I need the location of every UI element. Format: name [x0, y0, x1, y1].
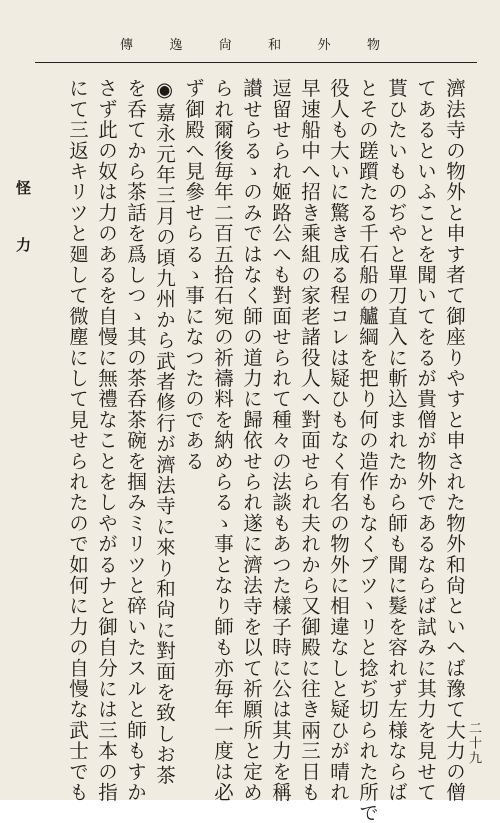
- text-column: ず御殿へ見參せらるゝ事になつたのである: [182, 78, 205, 472]
- running-head-char: 外: [317, 38, 331, 53]
- text-column: にて三返キリツと廻して微塵にして見せられたので如何に力の自慢な武士でも: [66, 78, 89, 803]
- running-head-char: 傳: [120, 38, 134, 53]
- text-column: とその蹉躓たる千石船の艫綱を把り何の造作もなくブツヽリと捻ぢ切られた所で: [356, 78, 379, 823]
- running-head-char: 尙: [218, 38, 232, 53]
- text-column: さず此の奴は力のあるを自慢に無禮なことをしやがるナと御自分には三本の指: [95, 78, 118, 803]
- text-column: を呑てから茶話を爲しつゝ其の茶呑茶碗を掴みミリツと碎いたスルと師もすか: [124, 78, 147, 803]
- running-head: [120, 34, 380, 53]
- text-column: 嘉永元年三月の頃九州から武者修行が濟法寺に來り和尙に對面を致しお茶: [153, 102, 176, 786]
- text-column: 讃せらるゝのみではなく師の道力に歸依せられ遂に濟法寺を以て祈願所と定め: [240, 78, 263, 803]
- text-column: 貰ひたいものぢやと單刀直入に斬込まれたから師も聞に髮を容れず左様ならば: [385, 78, 408, 803]
- section-title: 怪力: [14, 180, 32, 294]
- header-rule: [35, 62, 477, 63]
- text-column: 役人も大いに驚き成る程コレは疑ひもなく有名の物外に相違なしと疑ひが晴れ: [327, 78, 350, 803]
- page-number: 二十九: [466, 721, 481, 766]
- section-mark: ◉: [153, 78, 176, 103]
- text-column: 濟法寺の物外と申す者て御座りやすと申された物外和尙といへば豫て大力の僧: [443, 78, 466, 803]
- text-column: てあるといふことを聞いてをるが貴僧が物外であるならば試みに其力を見せて: [414, 78, 437, 803]
- text-column: られ爾後毎年二百五拾石宛の祈禱料を納めらるゝ事となり師も亦毎年一度は必: [211, 78, 234, 803]
- body-text: [63, 78, 469, 823]
- running-head-char: 物: [366, 38, 380, 53]
- text-column: 早速船中へ招き乘組の家老諸役人へ對面せられ夫れから又御殿に往き兩三日も: [298, 78, 321, 803]
- running-head-char: 逸: [169, 38, 183, 53]
- text-column: 逗留せられ姬路公へも對面せられて種々の法談もあつた樣子時に公は其力を稱: [269, 78, 292, 803]
- running-head-char: 和: [268, 38, 282, 53]
